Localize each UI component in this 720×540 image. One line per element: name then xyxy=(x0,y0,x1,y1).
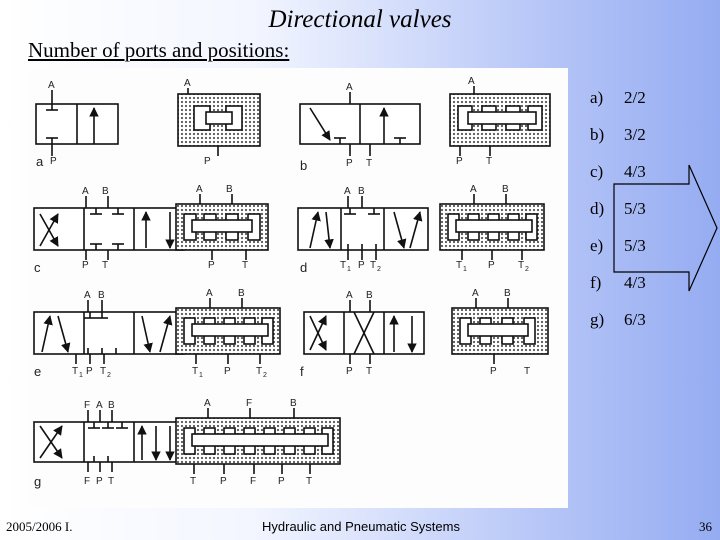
port-label: B xyxy=(366,290,373,301)
answer-item-b xyxy=(590,123,690,160)
valve-c-section xyxy=(176,194,268,260)
valve-symbols-svg xyxy=(28,68,568,508)
valve-d-section xyxy=(440,194,544,260)
answer-value: 4/3 xyxy=(624,273,646,292)
port-label: T xyxy=(370,260,377,271)
port-label-sub: 2 xyxy=(377,266,381,273)
footer-course: Hydraulic and Pneumatic Systems xyxy=(262,519,460,534)
footer-date: 2005/2006 I. xyxy=(6,519,73,534)
port-label: T xyxy=(306,476,313,487)
port-label: A xyxy=(82,186,89,197)
port-label: A xyxy=(196,184,203,195)
port-label: P xyxy=(488,260,495,271)
answer-letter: d) xyxy=(590,199,605,218)
port-label: F xyxy=(84,476,91,487)
valve-e-symbol xyxy=(34,300,184,364)
port-label: T xyxy=(486,156,493,167)
answer-letter: a) xyxy=(590,88,604,107)
port-label: T xyxy=(100,366,107,377)
port-label: A xyxy=(344,186,351,197)
page-number: 36 xyxy=(699,519,712,534)
valve-a-section xyxy=(178,88,260,156)
port-label: B xyxy=(504,288,511,299)
label-f: f xyxy=(300,364,304,379)
port-label: A xyxy=(96,400,103,411)
port-label: T xyxy=(366,366,373,377)
port-label: P xyxy=(456,156,463,167)
port-label: T xyxy=(192,366,199,377)
port-label-sub: 2 xyxy=(263,372,267,379)
port-label: P xyxy=(86,366,93,377)
valve-f-symbol xyxy=(304,300,424,364)
valve-d-symbol xyxy=(298,196,428,260)
port-label: T xyxy=(242,260,249,271)
port-label-sub: 1 xyxy=(347,266,351,273)
port-label: P xyxy=(204,156,211,167)
port-label: T xyxy=(190,476,197,487)
answer-value: 5/3 xyxy=(624,199,646,218)
port-label: B xyxy=(108,400,115,411)
label-a: a xyxy=(36,154,44,169)
port-label: A xyxy=(204,398,211,409)
port-label: P xyxy=(220,476,227,487)
label-g: g xyxy=(34,474,42,489)
port-label: B xyxy=(290,398,297,409)
slide-subtitle: Number of ports and positions: xyxy=(28,38,290,62)
answer-item-a xyxy=(590,86,690,123)
answer-letter: g) xyxy=(590,310,605,329)
grouping-arrow-icon xyxy=(613,164,719,292)
port-label: B xyxy=(358,186,365,197)
label-d: d xyxy=(300,260,308,275)
port-label: P xyxy=(346,158,353,169)
port-label: A xyxy=(468,76,475,87)
port-label: T xyxy=(102,260,109,271)
port-label-sub: 2 xyxy=(107,372,111,379)
answer-letter: c) xyxy=(590,162,604,181)
port-label: T xyxy=(72,366,79,377)
slide-title: Directional valves xyxy=(268,6,452,33)
port-label: P xyxy=(490,366,497,377)
answer-letter: f) xyxy=(590,273,602,292)
port-label: B xyxy=(226,184,233,195)
port-label: B xyxy=(98,290,105,301)
port-label: P xyxy=(82,260,89,271)
valve-g-symbol xyxy=(34,410,184,472)
port-label: A xyxy=(472,288,479,299)
valve-c-symbol xyxy=(34,196,184,260)
port-label: P xyxy=(50,156,57,167)
answer-value: 5/3 xyxy=(624,236,646,255)
answer-letter: e) xyxy=(590,236,604,255)
answer-value: 4/3 xyxy=(624,162,646,181)
port-label: T xyxy=(108,476,115,487)
port-label-sub: 1 xyxy=(463,266,467,273)
port-label-sub: 2 xyxy=(525,266,529,273)
answer-letter: b) xyxy=(590,125,605,144)
answer-value: 3/2 xyxy=(624,125,646,144)
port-label: B xyxy=(502,184,509,195)
label-b: b xyxy=(300,158,308,173)
port-label: F xyxy=(84,400,91,411)
port-label: A xyxy=(470,184,477,195)
port-label: A xyxy=(346,82,353,93)
answer-value: 2/2 xyxy=(624,88,646,107)
port-label: B xyxy=(238,288,245,299)
label-e: e xyxy=(34,364,42,379)
port-label-sub: 1 xyxy=(79,372,83,379)
valve-g-section xyxy=(176,408,340,474)
valve-b-symbol xyxy=(300,92,420,156)
port-label: F xyxy=(250,476,257,487)
port-label: T xyxy=(256,366,263,377)
valve-e-section xyxy=(176,298,280,364)
valve-a-symbol xyxy=(36,90,118,156)
answer-value: 6/3 xyxy=(624,310,646,329)
port-label: A xyxy=(84,290,91,301)
label-c: c xyxy=(34,260,41,275)
valve-symbols-figure xyxy=(28,68,568,508)
port-label: T xyxy=(456,260,463,271)
port-label: A xyxy=(48,80,55,91)
port-label: P xyxy=(278,476,285,487)
port-label: P xyxy=(208,260,215,271)
port-label: T xyxy=(340,260,347,271)
port-label: A xyxy=(206,288,213,299)
port-label: P xyxy=(346,366,353,377)
port-label: T xyxy=(524,366,531,377)
valve-b-section xyxy=(450,86,550,156)
port-label: A xyxy=(346,290,353,301)
port-label: P xyxy=(96,476,103,487)
port-label-sub: 1 xyxy=(199,372,203,379)
port-label: T xyxy=(366,158,373,169)
valve-f-section xyxy=(452,298,548,364)
answer-item-g xyxy=(590,308,690,345)
port-label: T xyxy=(518,260,525,271)
port-label: P xyxy=(358,260,365,271)
port-label: F xyxy=(246,398,253,409)
port-label: B xyxy=(102,186,109,197)
port-label: A xyxy=(184,78,191,89)
port-label: P xyxy=(224,366,231,377)
